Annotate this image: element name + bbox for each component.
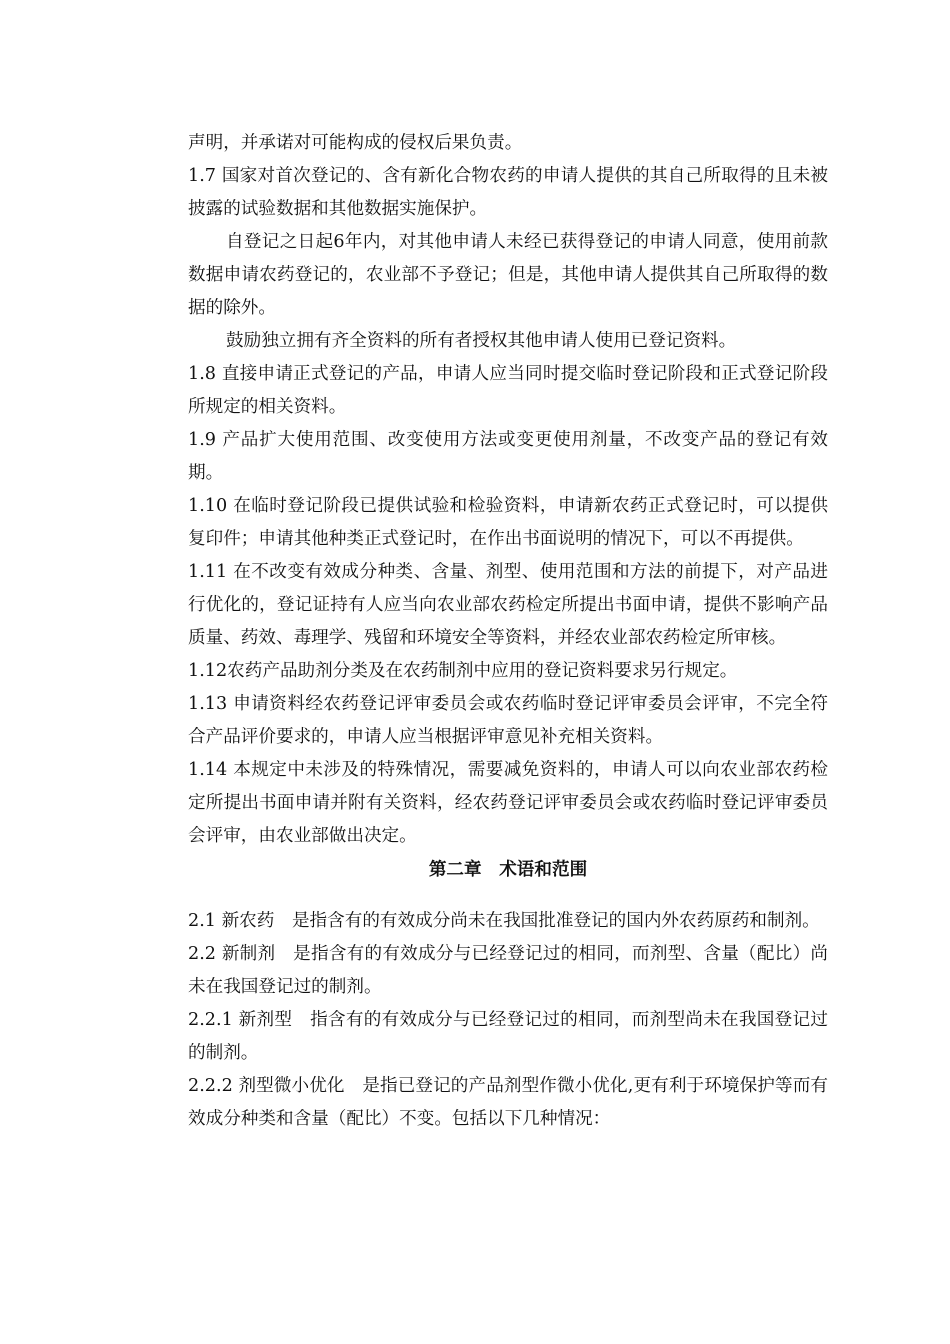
paragraph-1-7: 1.7 国家对首次登记的、含有新化合物农药的申请人提供的其自己所取得的且未被披露的试验数据和其他数据实施保护。 [188,166,828,219]
paragraph-1-7-encourage: 鼓励独立拥有齐全资料的所有者授权其他申请人使用已登记资料。 [226,331,737,351]
paragraph-1-9: 1.9 产品扩大使用范围、改变使用方法或变更使用剂量，不改变产品的登记有效期。 [188,430,828,483]
paragraph-continuation: 声明，并承诺对可能构成的侵权后果负责。 [188,133,523,153]
paragraph-1-7-protection-period: 自登记之日起6年内，对其他申请人未经已获得登记的申请人同意，使用前款数据申请农药登记的，农业部不予登记；但是，其他申请人提供其自己所取得的数据的除外。 [188,232,828,318]
definition-2-2-2: 2.2.2 剂型微小优化 是指已登记的产品剂型作微小优化,更有利于环境保护等而有效成分种类和含量（配比）不变。包括以下几种情况： [188,1076,828,1129]
definition-2-2-1: 2.2.1 新剂型 指含有的有效成分与已经登记过的相同，而剂型尚未在我国登记过的制剂。 [188,1010,828,1063]
paragraph-1-14: 1.14 本规定中未涉及的特殊情况，需要减免资料的，申请人可以向农业部农药检定所提出书面申请并附有关资料，经农药登记评审委员会或农药临时登记评审委员会评审，由农业部做出决定。 [188,760,828,846]
definition-2-1: 2.1 新农药 是指含有的有效成分尚未在我国批准登记的国内外农药原药和制剂。 [188,911,820,931]
paragraph-1-11: 1.11 在不改变有效成分种类、含量、剂型、使用范围和方法的前提下，对产品进行优化的，登记证持有人应当向农业部农药检定所提出书面申请，提供不影响产品质量、药效、毒理学、残留和环境安全等资料，并经农业部农药检定所审核。 [188,562,828,648]
chapter-heading: 第二章 术语和范围 [428,859,588,880]
paragraph-1-13: 1.13 申请资料经农药登记评审委员会或农药临时登记评审委员会评审，不完全符合产品评价要求的，申请人应当根据评审意见补充相关资料。 [188,694,828,747]
paragraph-1-12: 1.12农药产品助剂分类及在农药制剂中应用的登记资料要求另行规定。 [188,661,738,681]
paragraph-1-10: 1.10 在临时登记阶段已提供试验和检验资料，申请新农药正式登记时，可以提供复印件；申请其他种类正式登记时，在作出书面说明的情况下，可以不再提供。 [188,496,828,549]
definition-2-2: 2.2 新制剂 是指含有的有效成分与已经登记过的相同，而剂型、含量（配比）尚未在我国登记过的制剂。 [188,944,828,997]
paragraph-1-8: 1.8 直接申请正式登记的产品，申请人应当同时提交临时登记阶段和正式登记阶段所规定的相关资料。 [188,364,828,417]
document-page [188,127,828,1136]
